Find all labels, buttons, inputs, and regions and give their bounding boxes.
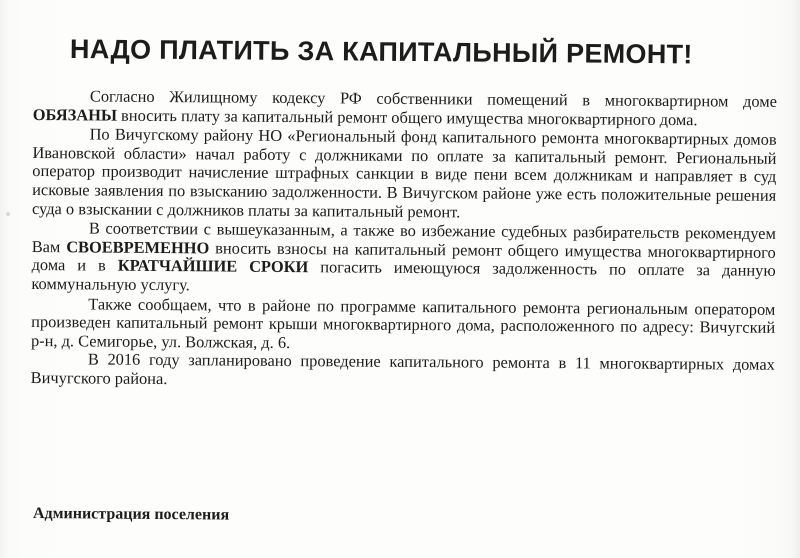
signature: Администрация поселения xyxy=(32,505,230,524)
page-title: НАДО ПЛАТИТЬ ЗА КАПИТАЛЬНЫЙ РЕМОНТ! xyxy=(69,34,693,70)
paragraph-1-text-end: вносить плату за капитальный ремонт общего имущества многоквартирного дома. xyxy=(116,105,698,129)
paragraph-debtors: По Вичугскому району НО «Региональный фонд капитального ремонта многоквартирных домов Ивановской области» начал работу с должниками по оплате за капитальный ремонт. Региональный оператор производит начисление штрафных санкции в виде пени всем должникам и направляет в суд исковые заявления по взысканию задолженности. В Вичугском районе уже есть положительные решения суда о взыскании с должников платы за капитальный ремонт. xyxy=(31,124,777,221)
paragraph-3-text-start: В соответствии с вышеуказанным, а также во избежание судебных разбирательств рекомендуем Вам xyxy=(31,218,776,257)
paragraph-plan-2016: В 2016 году запланировано проведение капитального ремонта в 11 многоквартирных домах Вичугского района. xyxy=(30,349,775,388)
paragraph-3-text-end: погасить имеющуюся задолженность по оплате за данную коммунальную услугу. xyxy=(31,257,776,295)
document-body xyxy=(31,87,777,393)
emphasis-kratchayshie-sroki: КРАТЧАЙШИЕ СРОКИ xyxy=(117,256,309,277)
paragraph-3-text-middle: вносить взносы на капитальный ремонт общего имущества многоквартирного дома и в xyxy=(31,238,776,276)
paragraph-recommendation xyxy=(31,219,776,299)
emphasis-svoevremenno: СВОЕВРЕМЕННО xyxy=(66,237,210,258)
paragraph-obligation xyxy=(33,87,777,130)
paragraph-roof-repair: Также сообщаем, что в районе по программе капитального ремонта региональным оператором произведен капитальный ремонт крыши многоквартирного дома, расположенного по адресу: Вичугский р-н, д. Семигорье, ул. Волжская, д. 6. xyxy=(30,293,776,352)
scan-speck xyxy=(6,212,10,216)
emphasis-obyazany: ОБЯЗАНЫ xyxy=(32,104,118,125)
paragraph-1-text-start: Согласно Жилищному кодексу РФ собственники помещений в многоквартирном доме xyxy=(89,86,777,111)
